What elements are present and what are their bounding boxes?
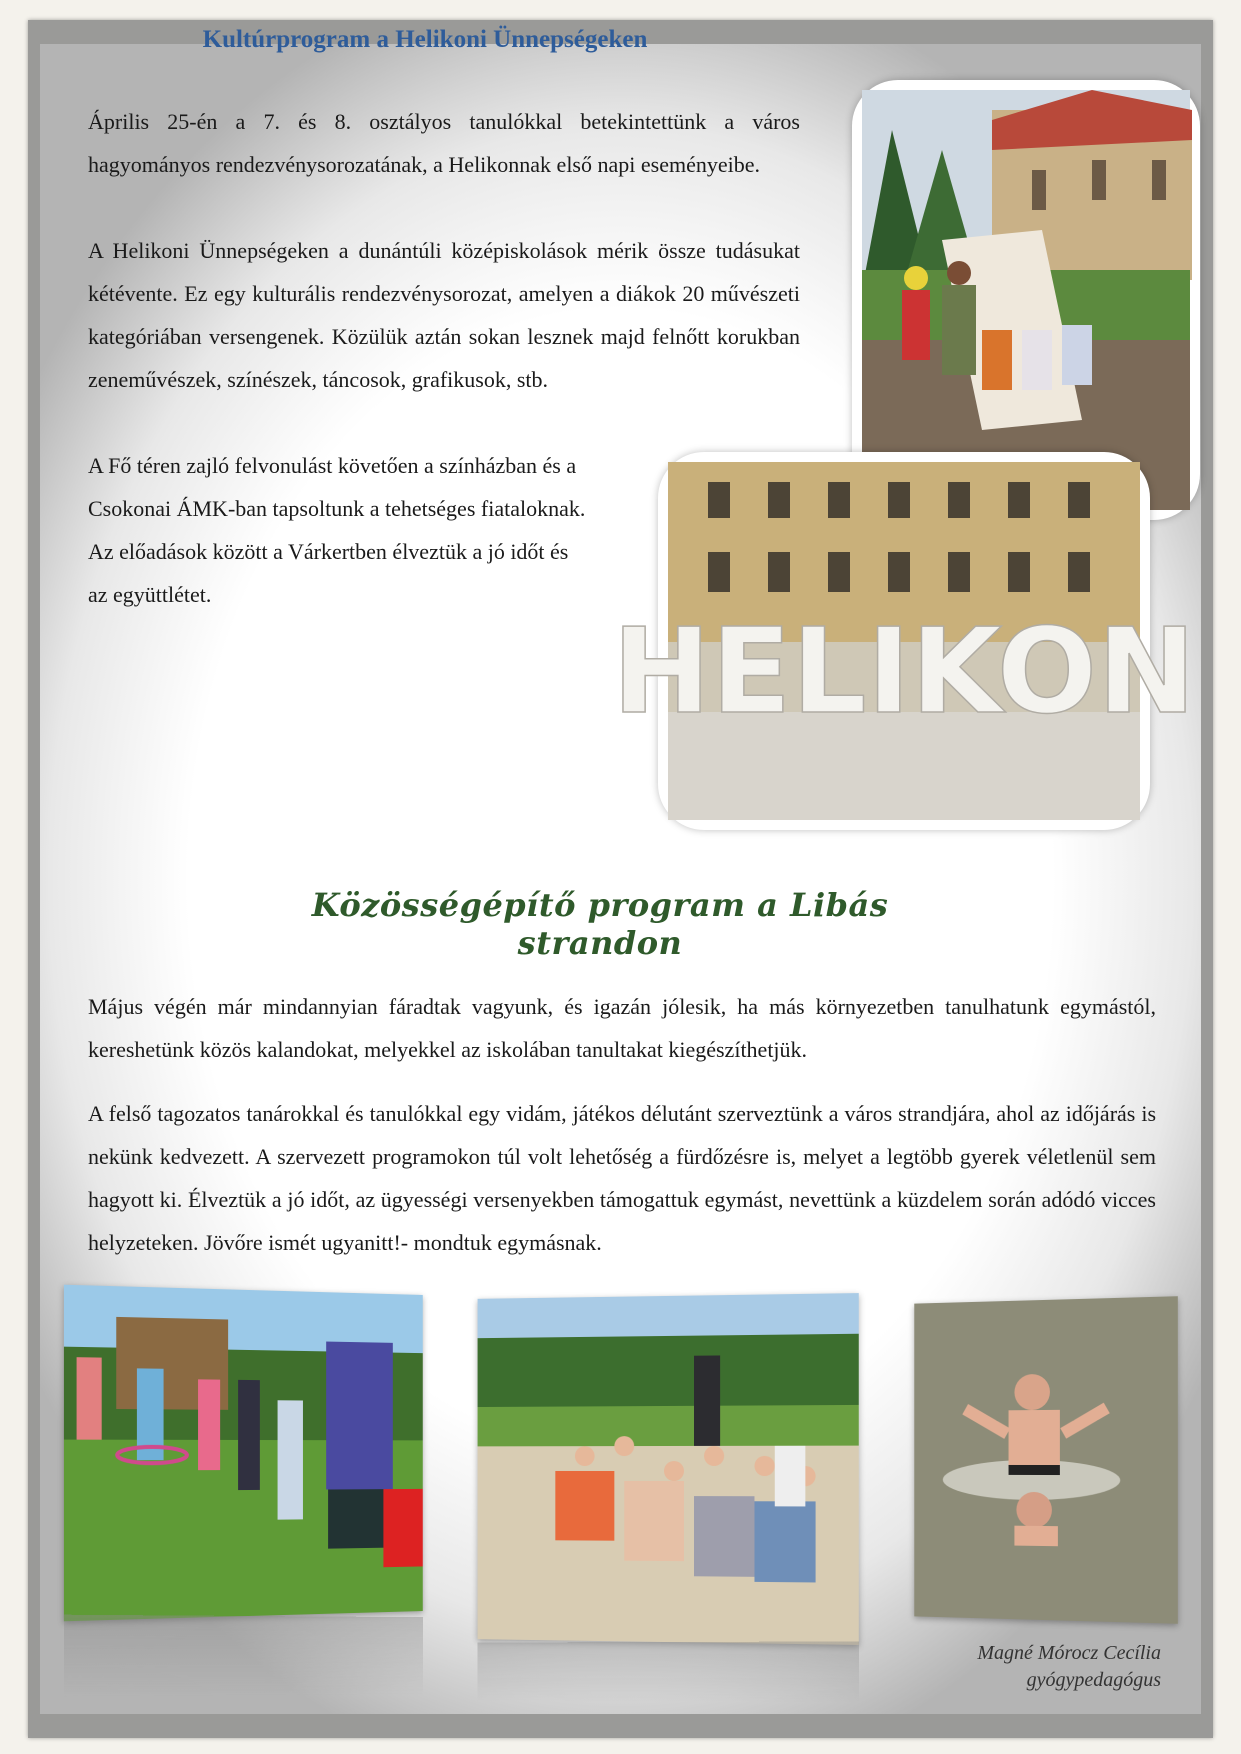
photo-helikon bbox=[612, 462, 1196, 820]
photo-church bbox=[862, 90, 1190, 510]
author-name: Magné Mórocz Cecília bbox=[977, 1642, 1161, 1664]
section1-paragraph-1: Április 25-én a 7. és 8. osztályos tanulókkal betekintettünk a város hagyományos rendezvénysorozatának, a Helikonnak első napi eseményeibe. bbox=[88, 109, 800, 177]
section2-title: Közösségépítő program a Libás strandon bbox=[311, 886, 889, 962]
section1-paragraph-3-line: A Fő téren zajló felvonulást követően a színházban és a bbox=[88, 453, 577, 478]
section1-paragraph-3-line: Csokonai ÁMK-ban tapsoltunk a tehetséges fiataloknak. bbox=[88, 496, 586, 521]
photo-swimming bbox=[914, 1296, 1178, 1624]
section1-paragraph-3 bbox=[88, 444, 688, 616]
photo-beach-group-reflection bbox=[478, 1641, 859, 1702]
author-role: gyógypedagógus bbox=[1026, 1669, 1161, 1691]
photo-helikon-frame bbox=[612, 452, 1196, 830]
section1-paragraph-3-line: az együttlétet. bbox=[88, 582, 212, 607]
author-signature bbox=[977, 1640, 1161, 1694]
photo-beach-group bbox=[478, 1293, 859, 1645]
section2-paragraph-2: A felső tagozatos tanárokkal és tanulókkal egy vidám, játékos délutánt szerveztünk a város strandjára, ahol az időjárás is nekünk kedvezett. A szervezett programokon túl volt lehetőség a fürdőzésre is, melyet a legtöbb gyerek véletlenül sem hagyott ki. Élveztük a jó időt, az ügyességi versenyekben támogattuk egymást, nevettünk a küzdelem során adódó vicces helyzeteken. Jövőre ismét ugyanitt!- mondtuk egymásnak. bbox=[88, 1101, 1156, 1255]
photo-hula-hoop bbox=[64, 1285, 423, 1622]
photo-hula-hoop-reflection bbox=[64, 1615, 423, 1698]
section1-paragraph-2: A Helikoni Ünnepségeken a dunántúli középiskolások mérik össze tudásukat kétévente. Ez egy kulturális rendezvénysorozat, amelyen a diákok 20 művészeti kategóriában versengenek. Közülük aztán sokan lesznek majd felnőtt korukban zeneművészek, színészek, táncosok, grafikusok, stb. bbox=[88, 238, 800, 392]
section1-paragraph-3-line: Az előadások között a Várkertben élveztük a jó időt és bbox=[88, 539, 569, 564]
helikon-sign-text: HELIKON bbox=[612, 602, 1196, 740]
section1-title: Kultúrprogram a Helikoni Ünnepségeken bbox=[202, 26, 648, 53]
section2-paragraph-1: Május végén már mindannyian fáradtak vagyunk, és igazán jólesik, ha más környezetben tanulhatunk egymástól, kereshetünk közös kalandokat, melyekkel az iskolában tanultakat kiegészíthetjük. bbox=[88, 994, 1156, 1062]
